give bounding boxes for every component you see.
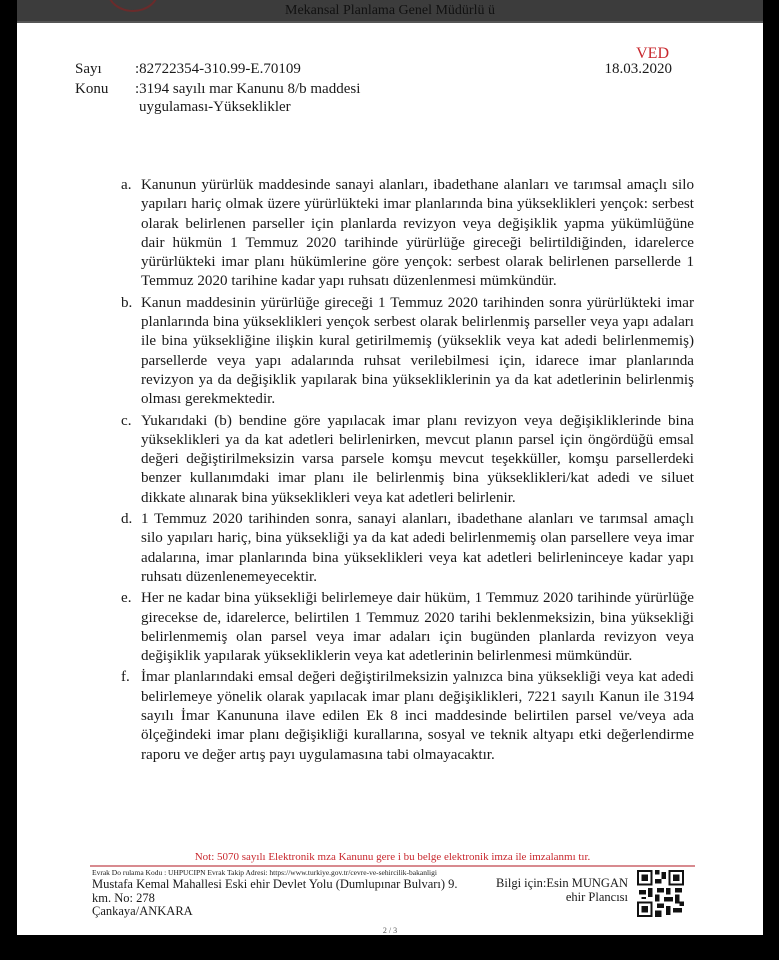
org-title: Mekansal Planlama Genel Müdürlü ü	[285, 3, 495, 18]
item-text: Kanun maddesinin yürürlüğe gireceği 1 Temmuz 2020 tarihinden sonra yürürlükteki imar planlarında bina yükseklikleri yençok serbest olarak belirlenmiş parseller veya yapı adaları ile bina yüksekliğine ilişkin kural getirilmemiş (yükseklik veya kat adedi belirlenmemiş) parsellerde veya yapı adalarında ruhsat verilebilmesi için, idarece imar planlarında revizyon ya da değişiklik yapılarak bina yüksekliklerinin ya da kat adetlerinin belirlenmiş olması gerekmektedir.	[141, 294, 694, 408]
item-text: İmar planlarındaki emsal değeri değiştirilmeksizin yalnızca bina yüksekliği veya kat adedi belirlemeye yönelik olarak yapılacak imar planı değişiklikleri, 7221 sayılı Kanun ile 3194 sayılı İmar Kanununa ilave edilen Ek 8 inci maddesinde belirtilen parsel ve/veya ada ölçeğindeki imar planı değişikliği kurallarına, sosyal ve teknik altyapı etki değerlendirme raporu ve değer artış payı uygulamasına tabi olmayacaktır.	[141, 669, 694, 763]
tracking-code: Evrak Do rulama Kodu : UHPUCIPN Evrak Takip Adresi: https://www.turkiye.gov.tr/cevre-ve-sehircilik-bakanligi	[92, 868, 437, 877]
item-marker: a.	[121, 177, 132, 193]
stamp-label: VED	[636, 45, 669, 62]
item-marker: f.	[121, 669, 130, 686]
item-text: Yukarıdaki (b) bendine göre yapılacak imar planı revizyon veya değişikliklerinde bina yükseklikleri ya da kat adetleri belirlenirken, mevcut planın parsel için öngördüğü emsal değeri değiştirilmeksizin varsa parsele komşu mevcut teşekküller, komşu parsellerdeki benzer kullanımdaki imar planı ile belirlenmiş bina yükseklikleri/kat adedi ve siluet dikkate alınarak bina yükseklikleri veya kat adetleri belirlenir.	[141, 412, 694, 506]
page-number: 2 / 3	[382, 926, 398, 935]
letterhead-bar	[17, 0, 763, 23]
item-marker: d.	[121, 511, 133, 528]
qr-code-icon	[637, 870, 684, 917]
contact-title: ehir Plancısı	[565, 890, 628, 904]
item-marker: e.	[121, 590, 132, 607]
document-date: 18.03.2020	[604, 61, 672, 77]
item-text: Kanunun yürürlük maddesinde sanayi alanları, ibadethane alanları ve tarımsal amaçlı silo yapıları hariç olmak üzere yürürlükteki imar planlarında bina yükseklikleri yençok: serbest olarak belirlenen parseller için planlarda revizyon veya değişiklik yapma yükümlüğüne dair hükmün 1 Temmuz 2020 tarihinde yürürlüğe gireceği belirtildiğinden, idarelerce yürürlükteki imar planı hükümlerine göre yençok: serbest olarak belirlenen parsellerde 1 Temmuz 2020 tarihine kadar yapı ruhsatı düzenlenmesi mümkündür.	[141, 177, 694, 290]
list-item	[121, 412, 694, 508]
document-body	[121, 176, 694, 767]
contact-name: Bilgi için:Esin MUNGAN	[496, 876, 628, 890]
list-item	[121, 176, 694, 292]
sayi-row	[75, 61, 301, 78]
e-signature-note: Not: 5070 sayılı Elektronik mza Kanunu gere i bu belge elektronik imza ile imzalanmı tır.	[90, 851, 695, 867]
address-line: km. No: 278	[92, 890, 155, 905]
list-item	[121, 294, 694, 410]
konu-value-line1: :3194 sayılı mar Kanunu 8/b maddesi	[135, 81, 361, 97]
item-text: 1 Temmuz 2020 tarihinden sonra, sanayi alanları, ibadethane alanları ve tarımsal amaçlı silo yapıları hariç, bina yüksekliği ya da kat adedi belirlenmemiş olan parsellere veya imar adalarına, imar planlarında bina yükseklikleri veya kat adetleri belirleninceye kadar yapı ruhsatı düzenlenemeyecektir.	[141, 511, 694, 585]
list-item	[121, 510, 694, 587]
konu-row	[75, 81, 360, 98]
contact-info	[496, 876, 628, 904]
list-item	[121, 668, 694, 764]
item-marker: b.	[121, 294, 133, 311]
list-item	[121, 589, 694, 666]
document-page	[17, 0, 763, 935]
sayi-label: Sayı	[75, 61, 102, 77]
address-line: Çankaya/ANKARA	[92, 904, 193, 918]
konu-value-line2: uygulaması-Yükseklikler	[139, 99, 291, 115]
footer-address	[92, 868, 458, 919]
item-text: Her ne kadar bina yüksekliği belirlemeye dair hüküm, 1 Temmuz 2020 tarihinde yürürlüğe girecekse de, idarelerce, belirtilen 1 Temmuz 2020 tarihi beklenmeksizin, bina yüksekliği belirlenmemiş olan parsel veya imar adaları için bugünden planlarda revizyon veya değişiklik yapılarak yüksekliklerin veya kat adetlerinin belirlenmesi mümkündür.	[141, 590, 694, 665]
address-line: Mustafa Kemal Mahallesi Eski ehir Devlet Yolu (Dumlupınar Bulvarı) 9.	[92, 877, 458, 891]
konu-label: Konu	[75, 81, 109, 97]
sayi-value: :82722354-310.99-E.70109	[135, 61, 301, 77]
item-marker: c.	[121, 412, 132, 429]
